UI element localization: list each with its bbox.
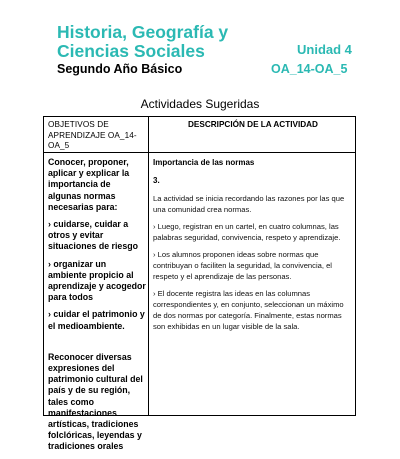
objectives-header: OBJETIVOS DE APRENDIZAJE OA_14-OA_5 — [48, 120, 137, 150]
objective-item: Conocer, proponer, aplicar y explicar la importancia de algunas normas necesarias para: — [48, 157, 130, 212]
objectives-cell — [48, 157, 146, 459]
section-title: Actividades Sugeridas — [140, 97, 260, 111]
objective-item: Reconocer diversas expresiones del patrimonio cultural del país y de su región, tales como manifestaciones artísticas, tradiciones folclóricas, leyendas y tradiciones orales — [48, 351, 143, 452]
unit-label: Unidad 4 — [297, 42, 352, 57]
objective-item: › cuidarse, cuidar a otros y evitar situaciones de riesgo — [48, 219, 138, 252]
activity-cell — [153, 157, 353, 338]
header-divider — [44, 152, 355, 153]
objective-item: › cuidar el patrimonio y el medioambiente. — [48, 309, 145, 331]
objective-item: › organizar un ambiente propicio al aprendizaje y acogedor para todos — [48, 258, 146, 303]
column-divider — [148, 117, 149, 415]
activity-header: DESCRIPCIÓN DE LA ACTIVIDAD — [188, 120, 318, 129]
grade-label: Segundo Año Básico — [57, 62, 183, 76]
activities-table — [43, 116, 356, 452]
activity-paragraph: › El docente registra las ideas en las columnas correspondientes y, en conjunto, seleccionan un máximo de dos normas por categoría. Finalmente, estas normas son exhibidas en un lugar visible de la sala. — [153, 289, 344, 331]
activity-title: Importancia de las normas — [153, 158, 255, 167]
activity-number: 3. — [153, 176, 160, 185]
subject-title: Historia, Geografía y Ciencias Sociales — [57, 22, 229, 61]
activity-paragraph: › Los alumnos proponen ideas sobre normas que contribuyan o faciliten la seguridad, la convivencia, el respeto y el aprendizaje de las personas. — [153, 250, 332, 281]
activity-paragraph: La actividad se inicia recordando las razones por las que una comunidad crea normas. — [153, 194, 345, 214]
oa-range-label: OA_14-OA_5 — [271, 62, 348, 76]
activity-paragraph: › Luego, registran en un cartel, en cuatro columnas, las palabras seguridad, convivencia, respeto y aprendizaje. — [153, 222, 341, 242]
